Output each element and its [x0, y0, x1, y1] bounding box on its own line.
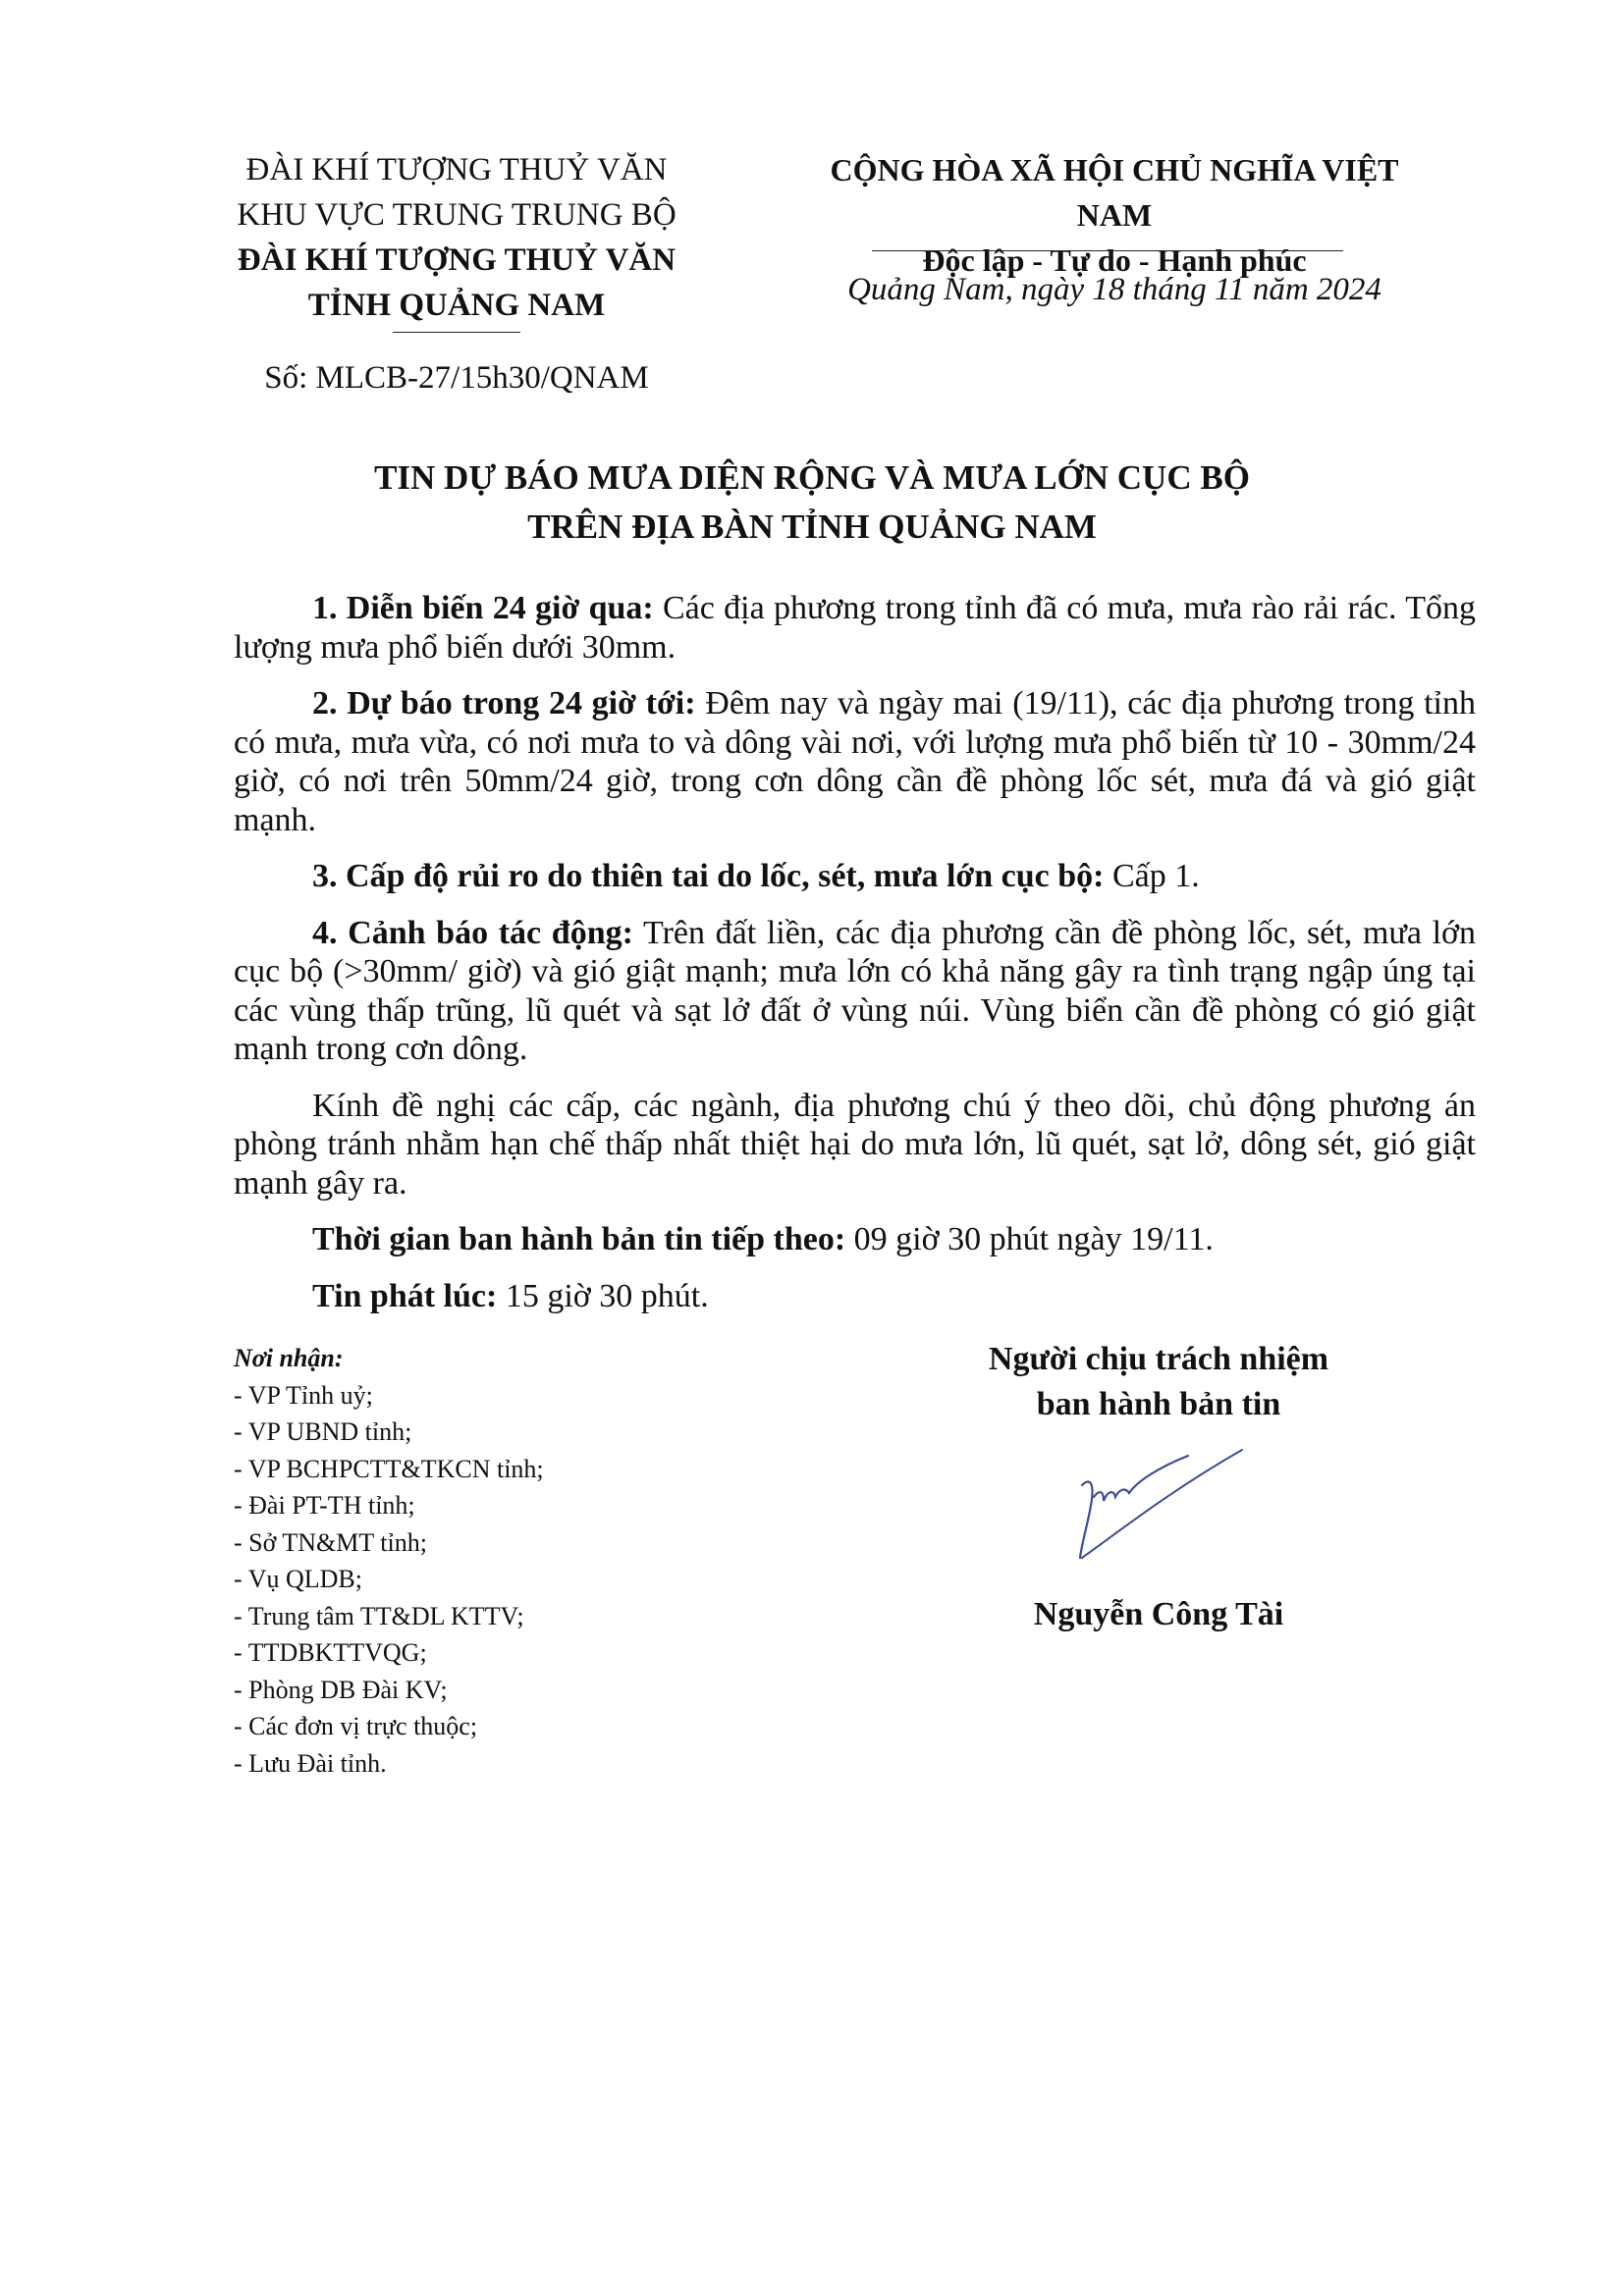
section-impact-warning	[234, 914, 1476, 1069]
section-label: 4. Cảnh báo tác động:	[312, 914, 633, 951]
section-label: 1. Diễn biến 24 giờ qua:	[312, 590, 654, 626]
recipient-item: - VP BCHPCTT&TKCN tỉnh;	[234, 1454, 544, 1483]
next-issue-time	[234, 1220, 1476, 1259]
national-motto-block	[815, 147, 1414, 283]
agency-name-line2: TỈNH QUẢNG NAM	[307, 288, 606, 323]
recipient-item: - VP UBND tỉnh;	[234, 1417, 412, 1446]
agency-parent-line1: ĐÀI KHÍ TƯỢNG THUỶ VĂN	[245, 152, 668, 187]
next-issue-label: Thời gian ban hành bản tin tiếp theo:	[312, 1221, 846, 1257]
section-past-24h	[234, 589, 1476, 667]
national-motto: Độc lập - Tự do - Hạnh phúc	[922, 242, 1307, 278]
issued-time	[234, 1277, 1476, 1316]
recipient-item: - Phòng DB Đài KV;	[234, 1675, 448, 1704]
signatory-title-line2: ban hành bản tin	[1036, 1386, 1281, 1422]
signatory-title-line1: Người chịu trách nhiệm	[988, 1341, 1329, 1377]
section-text: Cấp 1.	[1104, 858, 1200, 894]
recipient-item: - Trung tâm TT&DL KTTV;	[234, 1601, 524, 1630]
section-forecast-24h	[234, 684, 1476, 839]
recipient-item: - VP Tỉnh uỷ;	[234, 1380, 373, 1410]
section-text: Đêm nay và ngày mai (19/11), các địa phương trong tỉnh có mưa, mưa vừa, có nơi mưa to và dông vài nơi, với lượng mưa phổ biến từ 10 - 30mm/24 giờ, có nơi trên 50mm/24 giờ, trong cơn dông cần đề phòng lốc sét, mưa đá và gió giật mạnh.	[234, 685, 1476, 838]
issuing-agency-block	[196, 147, 717, 328]
closing-paragraph: Kính đề nghị các cấp, các ngành, địa phương chú ý theo dõi, chủ động phương án phòng tránh nhằm hạn chế thấp nhất thiệt hại do mưa lớn, lũ quét, sạt lở, dông sét, gió giật mạnh gây ra.	[234, 1087, 1476, 1201]
recipient-item: - Lưu Đài tỉnh.	[234, 1748, 387, 1778]
agency-parent-line2: KHU VỰC TRUNG TRUNG BỘ	[237, 197, 677, 233]
recipients-list	[234, 1340, 784, 1782]
recipients-heading: Nơi nhận:	[234, 1344, 344, 1372]
section-label: 2. Dự báo trong 24 giờ tới:	[312, 685, 696, 721]
signatory-name: Nguyễn Công Tài	[1033, 1596, 1284, 1632]
section-text: Trên đất liền, các địa phương cần đề phòng lốc, sét, mưa lớn cục bộ (>30mm/ giờ) và gió giật mạnh; mưa lớn có khả năng gây ra tình trạng ngập úng tại các vùng thấp trũng, lũ quét và sạt lở đất ở vùng núi. Vùng biển cần đề phòng có gió giật mạnh trong cơn dông.	[234, 914, 1477, 1067]
agency-underline-divider	[393, 332, 520, 333]
recipient-item: - Các đơn vị trực thuộc;	[234, 1712, 478, 1740]
agency-name-line1: ĐÀI KHÍ TƯỢNG THUỶ VĂN	[237, 242, 677, 278]
title-line2: TRÊN ĐỊA BÀN TỈNH QUẢNG NAM	[527, 507, 1097, 546]
next-issue-value: 09 giờ 30 phút ngày 19/11.	[845, 1221, 1214, 1257]
document-title	[196, 454, 1428, 552]
recipient-item: - TTDBKTTVQG;	[234, 1638, 427, 1667]
issued-time-label: Tin phát lúc:	[312, 1277, 498, 1314]
recipient-item: - Sở TN&MT tỉnh;	[234, 1527, 427, 1557]
title-line1: TIN DỰ BÁO MƯA DIỆN RỘNG VÀ MƯA LỚN CỤC BỘ	[374, 458, 1250, 497]
section-label: 3. Cấp độ rủi ro do thiên tai do lốc, sét, mưa lớn cục bộ:	[312, 858, 1105, 894]
country-name: CỘNG HÒA XÃ HỘI CHỦ NGHĨA VIỆT NAM	[830, 152, 1399, 233]
recipient-item: - Vụ QLDB;	[234, 1565, 362, 1593]
signatory-title-block	[884, 1337, 1434, 1427]
section-risk-level	[234, 857, 1476, 896]
section-text: Các địa phương trong tỉnh đã có mưa, mưa rào rải rác. Tổng lượng mưa phổ biến dưới 30mm.	[234, 590, 1476, 666]
motto-underline-divider	[872, 250, 1343, 251]
document-number: Số: MLCB-27/15h30/QNAM	[264, 360, 649, 396]
handwritten-signature	[1060, 1438, 1257, 1575]
recipient-item: - Đài PT-TH tỉnh;	[234, 1491, 415, 1520]
issued-time-value: 15 giờ 30 phút.	[497, 1277, 709, 1314]
document-date: Quảng Nam, ngày 18 tháng 11 năm 2024	[847, 272, 1381, 307]
document-body	[234, 589, 1476, 1333]
